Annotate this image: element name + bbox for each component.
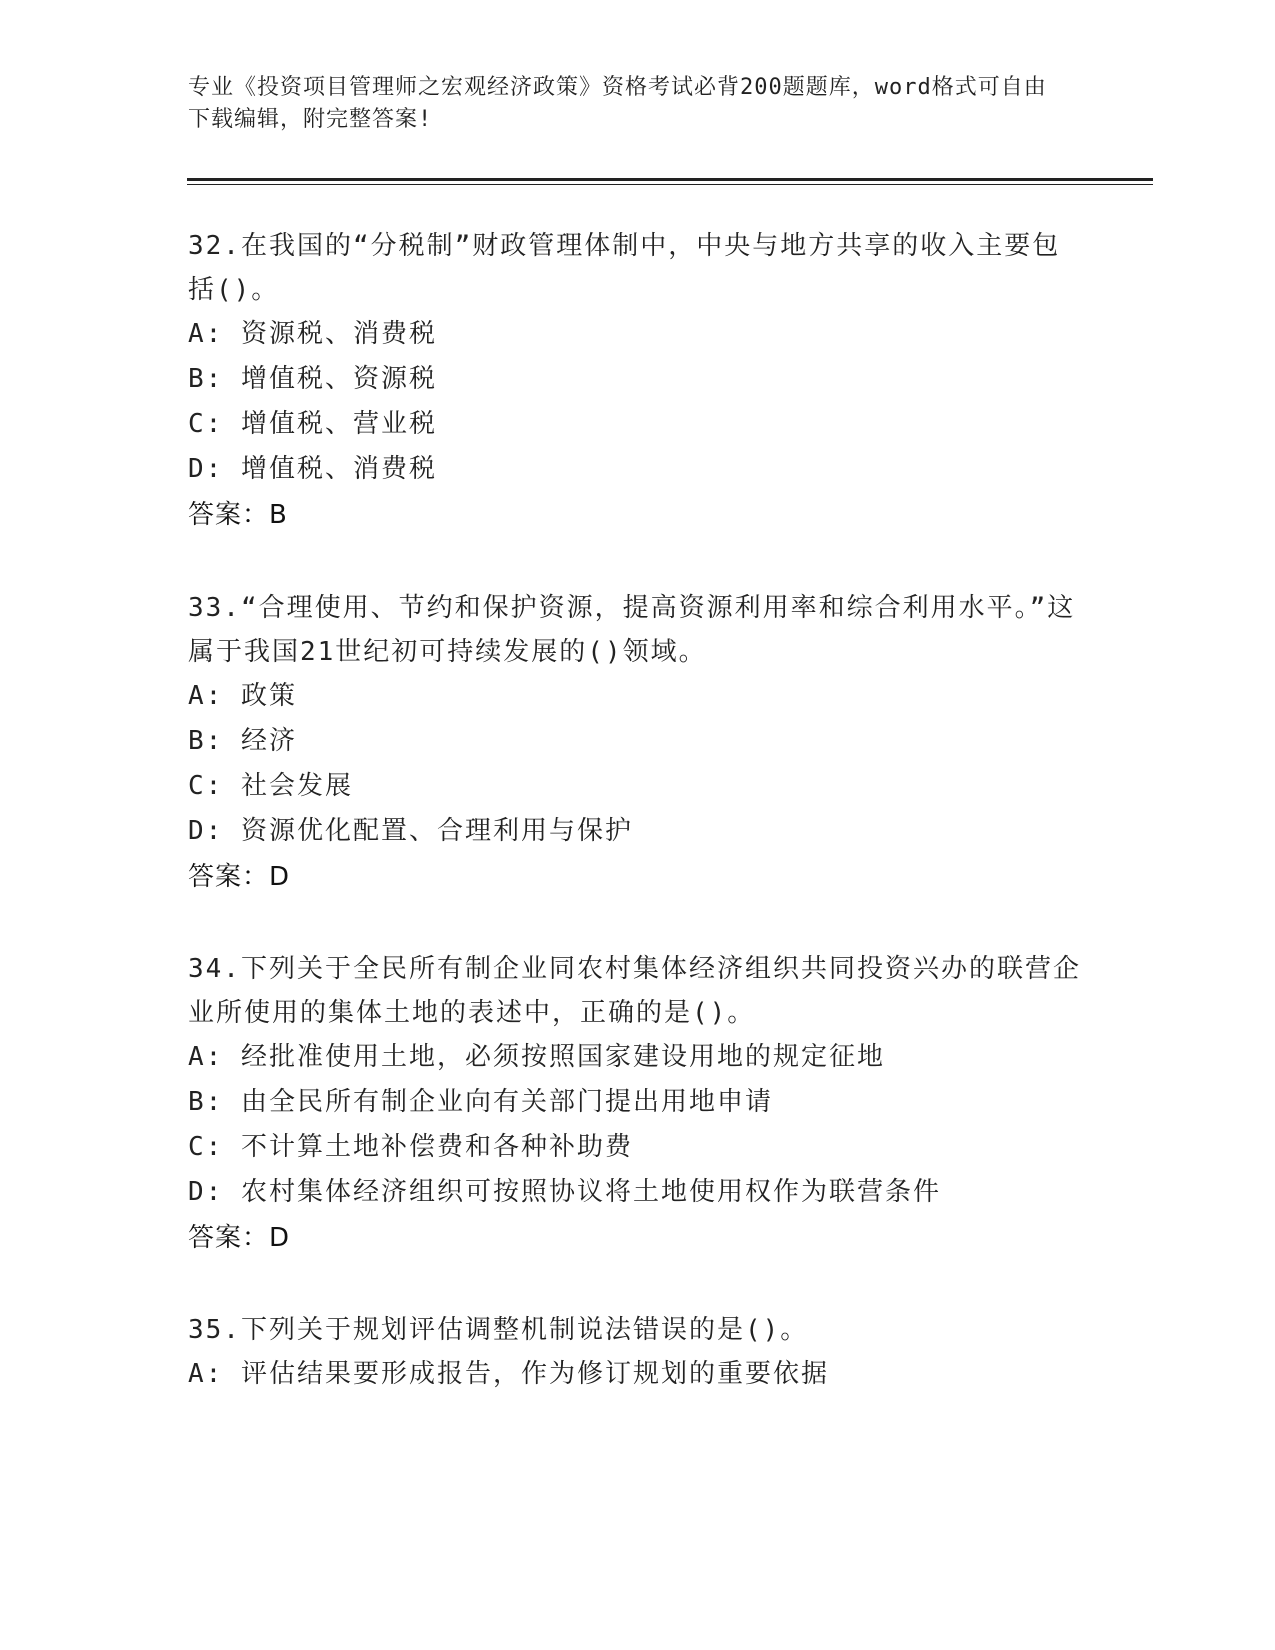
option-c: C: 不计算土地补偿费和各种补助费 (188, 1132, 633, 1162)
option-a: A: 评估结果要形成报告，作为修订规划的重要依据 (188, 1359, 829, 1389)
option-d: D: 农村集体经济组织可按照协议将土地使用权作为联营条件 (188, 1177, 941, 1207)
answer-line: 答案：D (188, 1223, 291, 1253)
option-b: B: 由全民所有制企业向有关部门提出用地申请 (188, 1087, 773, 1117)
option-a: A: 经批准使用土地，必须按照国家建设用地的规定征地 (188, 1042, 885, 1072)
question-33 (188, 586, 1088, 900)
answer-line: 答案：B (188, 500, 288, 530)
document-intro: 专业《投资项目管理师之宏观经济政策》资格考试必背200题题库，word格式可自由下载编辑，附完整答案! (188, 75, 1047, 132)
question-text: 33.“合理使用、节约和保护资源，提高资源利用率和综合利用水平。”这属于我国21世纪初可持续发展的()领域。 (188, 593, 1076, 667)
header-divider-thin (187, 184, 1153, 185)
option-b: B: 经济 (188, 726, 297, 756)
question-text: 34.下列关于全民所有制企业同农村集体经济组织共同投资兴办的联营企业所使用的集体土地的表述中，正确的是()。 (188, 954, 1081, 1028)
question-35 (188, 1308, 1088, 1397)
question-text: 32.在我国的“分税制”财政管理体制中，中央与地方共享的收入主要包括()。 (188, 231, 1061, 305)
question-text: 35.下列关于规划评估调整机制说法错误的是()。 (188, 1315, 809, 1345)
option-d: D: 增值税、消费税 (188, 454, 437, 484)
option-c: C: 增值税、营业税 (188, 409, 437, 439)
option-a: A: 政策 (188, 681, 297, 711)
option-d: D: 资源优化配置、合理利用与保护 (188, 816, 633, 846)
header-divider-thick (187, 178, 1153, 181)
option-b: B: 增值税、资源税 (188, 364, 437, 394)
question-32 (188, 224, 1088, 538)
question-34 (188, 947, 1088, 1261)
option-c: C: 社会发展 (188, 771, 353, 801)
answer-line: 答案：D (188, 862, 291, 892)
option-a: A: 资源税、消费税 (188, 319, 437, 349)
